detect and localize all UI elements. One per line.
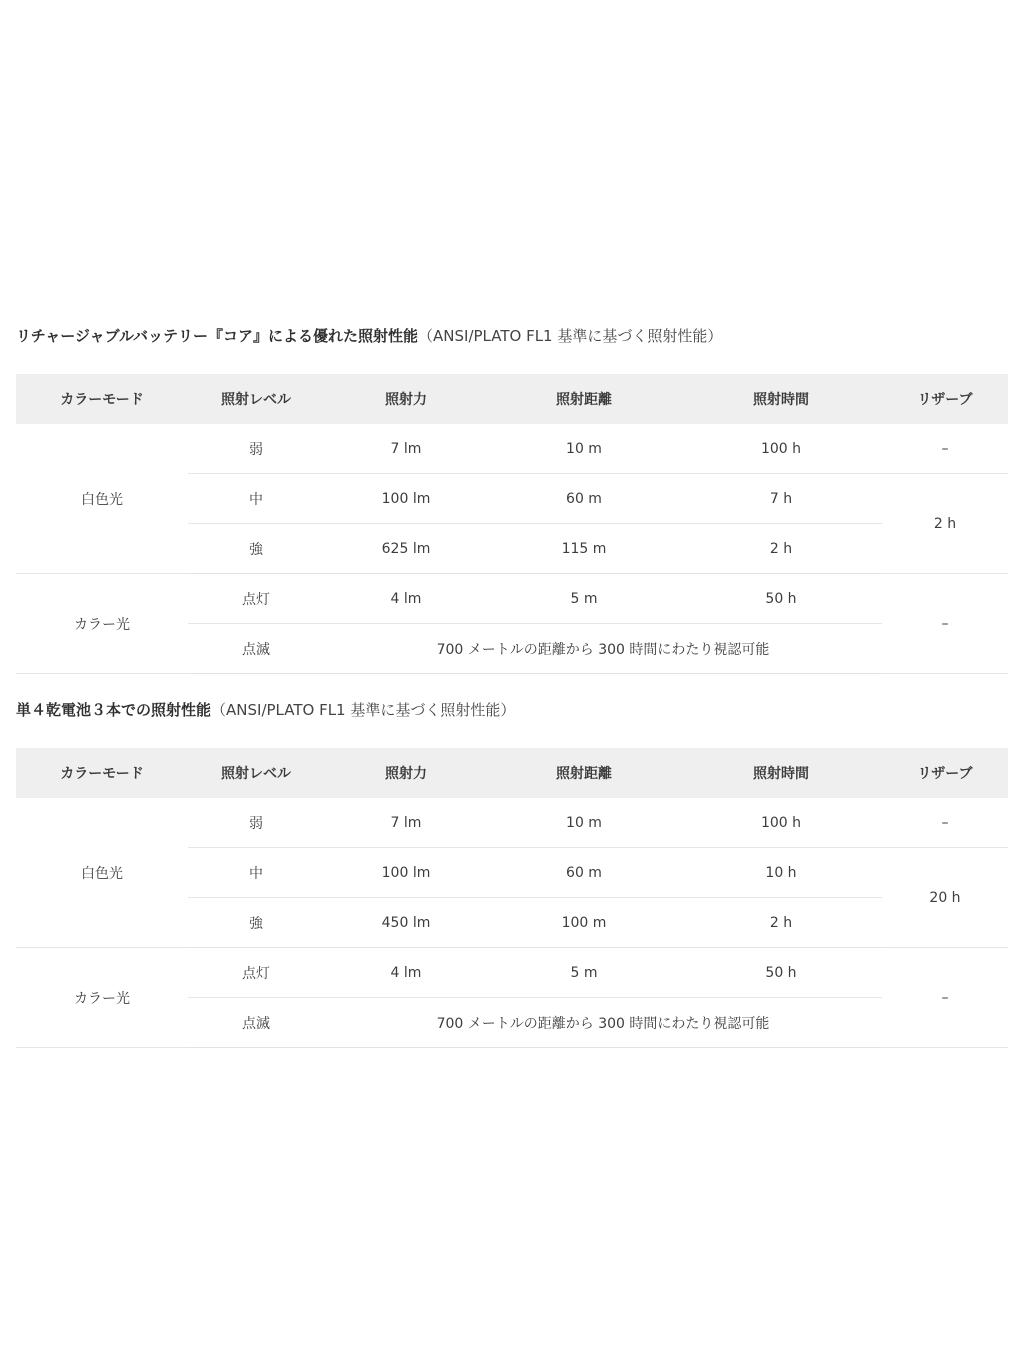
cell-level: 弱 (188, 798, 324, 848)
header-color-mode: カラーモード (16, 748, 188, 798)
table-row (16, 574, 1008, 624)
table-row (16, 798, 1008, 848)
table-row (16, 948, 1008, 998)
header-distance: 照射距離 (488, 748, 680, 798)
table-row (16, 424, 1008, 474)
header-level: 照射レベル (188, 374, 324, 424)
cell-level: 弱 (188, 424, 324, 474)
cell-distance: 5 m (488, 948, 680, 998)
cell-reserve-group: 2 h (882, 474, 1008, 574)
cell-time: 2 h (680, 524, 882, 574)
mode-color: カラー光 (16, 948, 188, 1048)
mode-white: 白色光 (16, 798, 188, 948)
cell-reserve-group: – (882, 948, 1008, 1048)
cell-power: 7 lm (324, 798, 488, 848)
cell-reserve: – (882, 798, 1008, 848)
cell-time: 50 h (680, 574, 882, 624)
cell-level: 点滅 (188, 624, 324, 674)
spec-table-rechargeable (16, 374, 1008, 674)
table-header-row (16, 748, 1008, 798)
cell-level: 強 (188, 524, 324, 574)
cell-time: 50 h (680, 948, 882, 998)
header-level: 照射レベル (188, 748, 324, 798)
cell-time: 7 h (680, 474, 882, 524)
cell-distance: 60 m (488, 848, 680, 898)
cell-time: 100 h (680, 798, 882, 848)
cell-reserve: – (882, 424, 1008, 474)
cell-time: 10 h (680, 848, 882, 898)
cell-power: 100 lm (324, 474, 488, 524)
cell-level: 点滅 (188, 998, 324, 1048)
cell-level: 点灯 (188, 948, 324, 998)
mode-color: カラー光 (16, 574, 188, 674)
cell-level: 点灯 (188, 574, 324, 624)
section-title-rechargeable (16, 326, 722, 346)
header-time: 照射時間 (680, 748, 882, 798)
header-power: 照射力 (324, 748, 488, 798)
spec-table-aaa-battery (16, 748, 1008, 1048)
cell-power: 100 lm (324, 848, 488, 898)
mode-white: 白色光 (16, 424, 188, 574)
section-title-main: リチャージャブルバッテリー『コア』による優れた照射性能 (16, 327, 419, 345)
cell-blink-note: 700 メートルの距離から 300 時間にわたり視認可能 (324, 624, 882, 674)
cell-level: 中 (188, 848, 324, 898)
header-color-mode: カラーモード (16, 374, 188, 424)
cell-time: 100 h (680, 424, 882, 474)
section-title-aaa-battery (16, 700, 515, 720)
cell-distance: 100 m (488, 898, 680, 948)
header-reserve: リザーブ (882, 374, 1008, 424)
cell-reserve-group: 20 h (882, 848, 1008, 948)
cell-reserve-group: – (882, 574, 1008, 674)
cell-distance: 5 m (488, 574, 680, 624)
cell-level: 中 (188, 474, 324, 524)
cell-distance: 10 m (488, 798, 680, 848)
cell-power: 450 lm (324, 898, 488, 948)
cell-level: 強 (188, 898, 324, 948)
header-time: 照射時間 (680, 374, 882, 424)
cell-distance: 60 m (488, 474, 680, 524)
section-title-sub: （ANSI/PLATO FL1 基準に基づく照射性能） (211, 701, 516, 719)
cell-power: 4 lm (324, 574, 488, 624)
cell-distance: 115 m (488, 524, 680, 574)
section-title-main: 単４乾電池３本での照射性能 (16, 701, 212, 719)
header-distance: 照射距離 (488, 374, 680, 424)
cell-blink-note: 700 メートルの距離から 300 時間にわたり視認可能 (324, 998, 882, 1048)
cell-power: 4 lm (324, 948, 488, 998)
section-title-sub: （ANSI/PLATO FL1 基準に基づく照射性能） (418, 327, 723, 345)
header-reserve: リザーブ (882, 748, 1008, 798)
cell-power: 7 lm (324, 424, 488, 474)
cell-distance: 10 m (488, 424, 680, 474)
header-power: 照射力 (324, 374, 488, 424)
cell-power: 625 lm (324, 524, 488, 574)
cell-time: 2 h (680, 898, 882, 948)
table-header-row (16, 374, 1008, 424)
